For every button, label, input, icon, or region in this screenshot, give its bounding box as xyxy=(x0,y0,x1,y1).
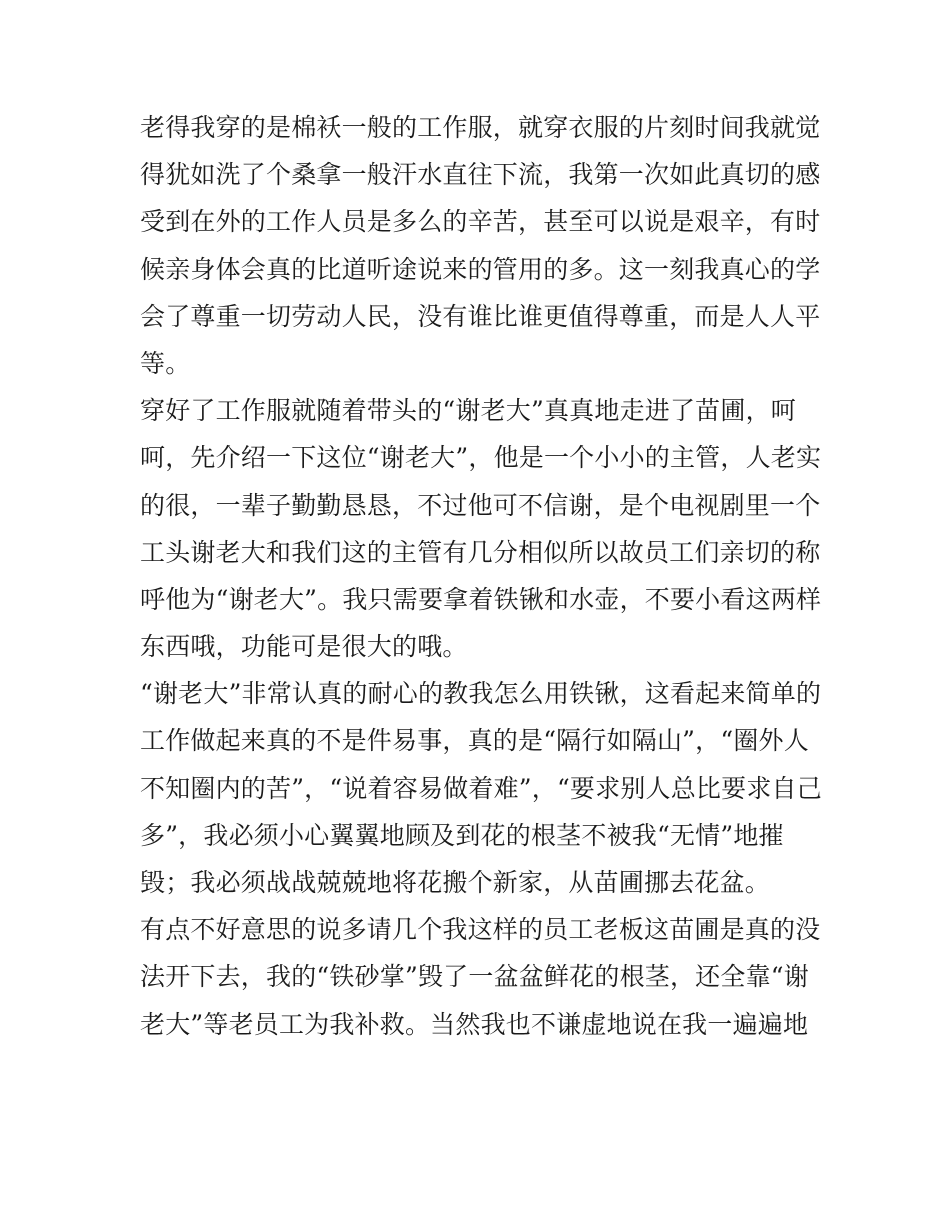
text-line: 工作做起来真的不是件易事，真的是“隔行如隔山”，“圈外人 xyxy=(140,726,809,756)
text-line: 老得我穿的是棉袄一般的工作服，就穿衣服的片刻时间我就觉 xyxy=(140,113,821,142)
text-line: 毁；我必须战战兢兢地将花搬个新家，从苗圃挪去花盆。 xyxy=(140,868,771,897)
text-line: 老大”等老员工为我补救。当然我也不谦虚地说在我一遍遍地 xyxy=(140,1009,809,1039)
text-line: 穿好了工作服就随着带头的“谢老大”真真地走进了苗圃，呵 xyxy=(140,396,796,426)
text-line: 呵，先介绍一下这位“谢老大”，他是一个小小的主管，人老实 xyxy=(140,443,822,473)
text-line: 不知圈内的苦”，“说着容易做着难”，“要求别人总比要求自己 xyxy=(140,773,822,803)
text-line: 多”，我必须小心翼翼地顾及到花的根茎不被我“无情”地摧 xyxy=(140,820,784,850)
text-line: 会了尊重一切劳动人民，没有谁比谁更值得尊重，而是人人平 xyxy=(140,301,821,331)
text-line: 呼他为“谢老大”。我只需要拿着铁锹和水壶，不要小看这两样 xyxy=(140,584,822,614)
text-line: 有点不好意思的说多请几个我这样的员工老板这苗圃是真的没 xyxy=(140,915,821,945)
body-text xyxy=(140,104,820,1048)
text-line: 东西哦，功能可是很大的哦。 xyxy=(140,632,468,662)
text-line: 工头谢老大和我们这的主管有几分相似所以故员工们亲切的称 xyxy=(140,537,821,567)
text-line: 得犹如洗了个桑拿一般汗水直往下流，我第一次如此真切的感 xyxy=(140,160,821,190)
text-line: 的很，一辈子勤勤恳恳，不过他可不信谢，是个电视剧里一个 xyxy=(140,490,821,520)
text-line: 等。 xyxy=(140,348,191,378)
text-line: 候亲身体会真的比道听途说来的管用的多。这一刻我真心的学 xyxy=(140,254,821,284)
text-line: 受到在外的工作人员是多么的辛苦，甚至可以说是艰辛，有时 xyxy=(140,207,821,237)
text-line: 法开下去，我的“铁砂掌”毁了一盆盆鲜花的根茎，还全靠“谢 xyxy=(140,962,809,992)
text-line: “谢老大”非常认真的耐心的教我怎么用铁锹，这看起来简单的 xyxy=(140,679,822,709)
